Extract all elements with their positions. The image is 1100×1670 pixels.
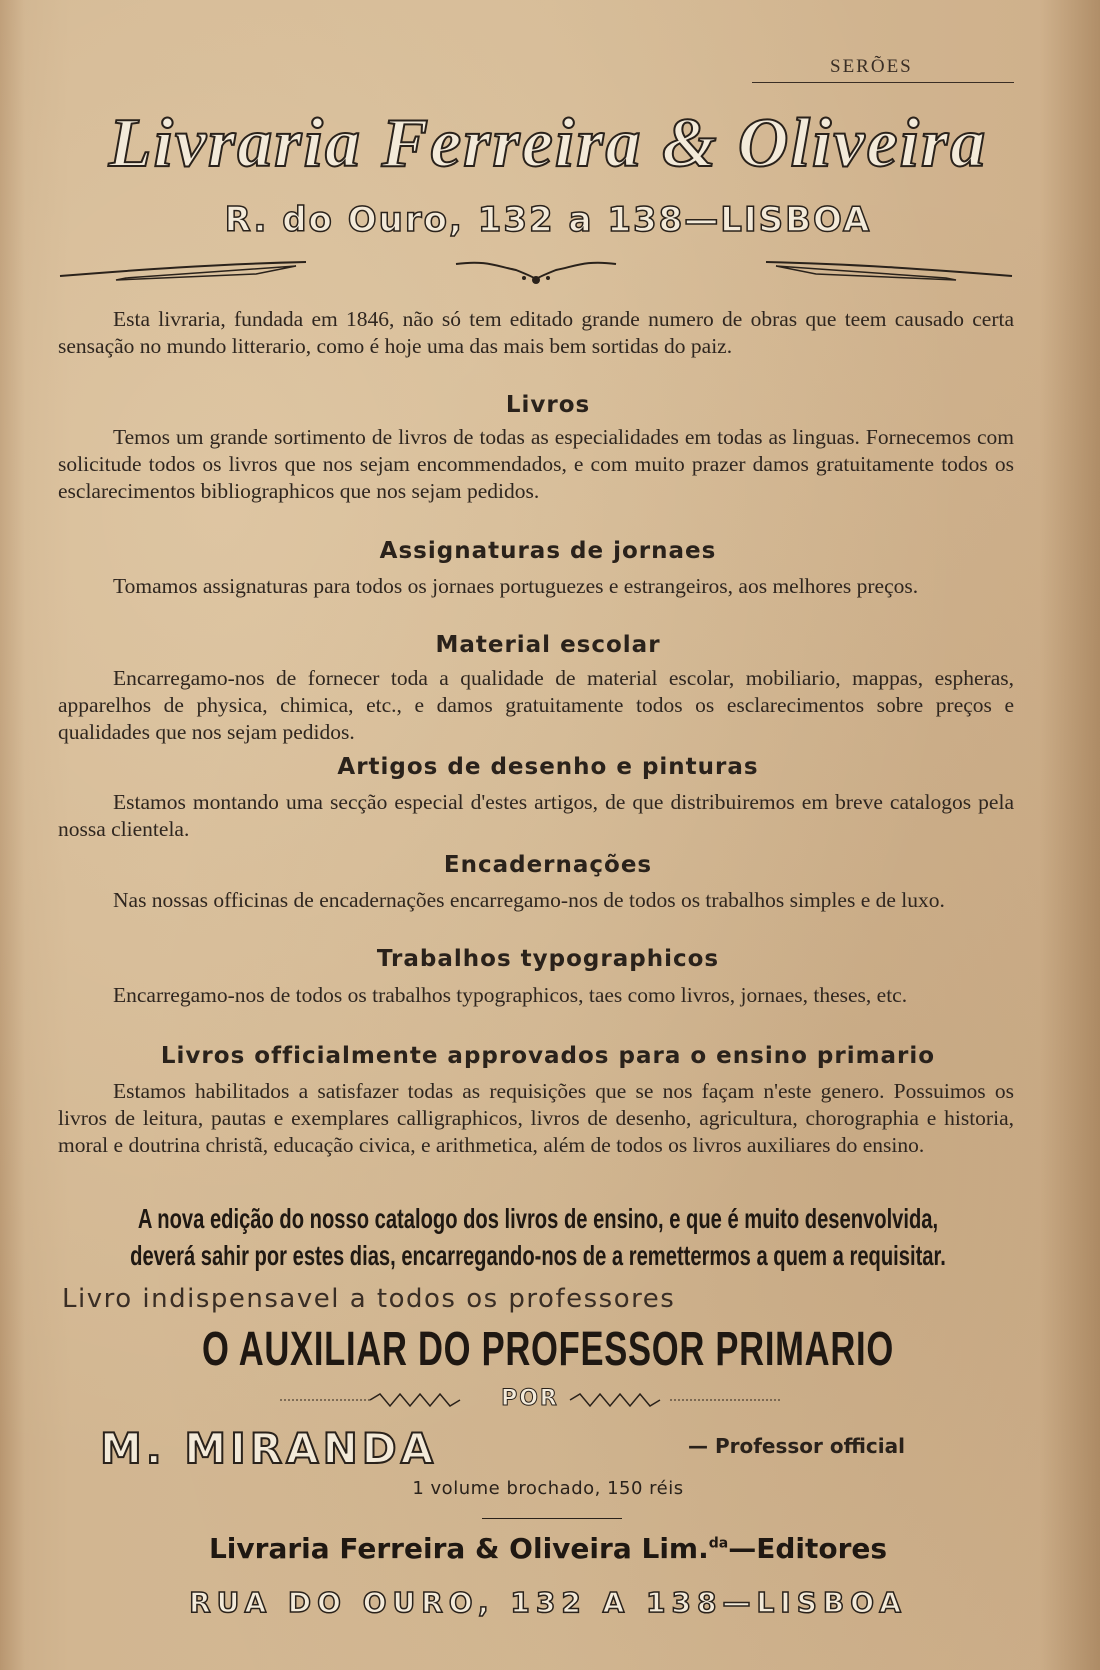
book-title: O AUXILIAR DO PROFESSOR PRIMARIO xyxy=(202,1323,894,1376)
catalog-notice-line-2: deverá sahir por estes dias, encarregando-nos de a remettermos a quem a requisitar. xyxy=(130,1240,946,1271)
section-heading-typographicos: Trabalhos typographicos xyxy=(376,946,720,972)
flourish-ornament xyxy=(56,256,1016,290)
publisher-line xyxy=(48,1532,1048,1565)
section-text-livros: Temos um grande sortimento de livros de todas as especialidades em todas as linguas. Fornecemos com solicitude todos os livros que nos sejam encommendados, e com muito prazer damos gratuitamente todos os esclarecimentos bibliographicos que nos sejam pedidos. xyxy=(58,425,1014,503)
section-heading-material: Material escolar xyxy=(435,632,661,658)
promo-line: Livro indispensavel a todos os professores xyxy=(62,1284,676,1314)
section-heading-assignaturas: Assignaturas de jornaes xyxy=(379,538,717,564)
section-heading-ensino: Livros officialmente approvados para o ensino primario xyxy=(160,1043,936,1069)
catalog-notice-line-1: A nova edição do nosso catalogo dos livros de ensino, e que é muito desenvolvida, xyxy=(137,1203,939,1234)
section-text-assignaturas: Tomamos assignaturas para todos os jornaes portuguezes e estrangeiros, aos melhores preços. xyxy=(113,574,919,598)
running-head-rule xyxy=(752,82,1014,83)
section-text-artigos: Estamos montando uma secção especial d'estes artigos, de que distribuiremos em breve catalogos pela nossa clientela. xyxy=(58,790,1014,841)
section-text-ensino: Estamos habilitados a satisfazer todas as requisições que se nos façam n'este genero. Possuimos os livros de leitura, pautas e exemplares calligraphicos, livros de desenho, agricultura, chorographia e historia, moral e doutrina christã, educação civica, e arithmetica, além de todos os livros auxiliares do ensino. xyxy=(58,1079,1014,1157)
shop-title: Livraria Ferreira & Oliveira xyxy=(108,105,988,182)
publisher-abbrev: da xyxy=(708,1535,729,1552)
section-heading-artigos: Artigos de desenho e pinturas xyxy=(337,754,759,780)
publisher-name: Livraria Ferreira & Oliveira Lim. xyxy=(208,1532,709,1565)
footer-address: RUA DO OURO, 132 A 138—LISBOA xyxy=(189,1586,907,1619)
publisher-role: —Editores xyxy=(728,1532,888,1565)
section-heading-encadernacoes: Encadernações xyxy=(443,852,653,878)
section-heading-livros: Livros xyxy=(505,392,591,418)
author-name: M. MIRANDA xyxy=(100,1424,438,1473)
author-role: — Professor official xyxy=(688,1434,905,1458)
volume-price: 1 volume brochado, 150 réis xyxy=(412,1478,684,1499)
divider-rule xyxy=(482,1518,622,1519)
shop-address: R. do Ouro, 132 a 138—LISBOA xyxy=(224,200,872,240)
section-text-encadernacoes: Nas nossas officinas de encadernações encarregamo-nos de todos os trabalhos simples e de luxo. xyxy=(113,888,945,912)
intro-paragraph: Esta livraria, fundada em 1846, não só tem editado grande numero de obras que teem causado certa sensação no mundo litterario, como é hoje uma das mais bem sortidas do paiz. xyxy=(58,307,1014,358)
por-label: POR xyxy=(501,1386,559,1411)
running-head: SERÕES xyxy=(830,56,913,77)
section-text-material: Encarregamo-nos de fornecer toda a qualidade de material escolar, mobiliario, mappas, espheras, apparelhos de physica, chimica, etc., e damos gratuitamente todos os esclarecimentos sobre preços e qualidades que nos sejam pedidos. xyxy=(58,666,1014,744)
section-text-typographicos: Encarregamo-nos de todos os trabalhos typographicos, taes como livros, jornaes, theses, etc. xyxy=(113,983,908,1007)
